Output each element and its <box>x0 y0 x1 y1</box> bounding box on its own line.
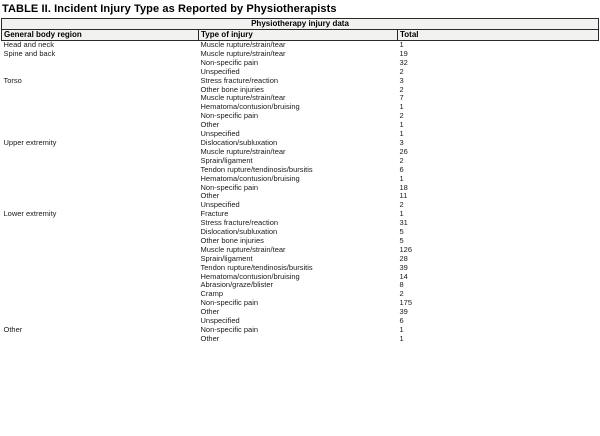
table-row <box>2 112 599 121</box>
total-cell: 31 <box>399 219 408 228</box>
region-cell <box>2 237 199 246</box>
table-row <box>2 308 599 317</box>
total-cell: 2 <box>399 290 404 299</box>
table-row <box>2 68 599 77</box>
total-cell: 3 <box>399 138 404 147</box>
table-row <box>2 326 599 335</box>
total-cell: 19 <box>399 49 408 58</box>
injury-cell: Hematoma/contusion/bruising <box>200 103 300 112</box>
region-cell <box>2 130 199 139</box>
injury-cell: Unspecified <box>200 317 240 326</box>
injury-cell: Muscle rupture/strain/tear <box>200 40 286 49</box>
total-cell: 2 <box>399 156 404 165</box>
region-cell <box>2 86 199 95</box>
injury-cell: Muscle rupture/strain/tear <box>200 147 286 156</box>
injury-cell: Cramp <box>200 290 224 299</box>
total-cell: 5 <box>399 236 404 245</box>
total-cell: 2 <box>399 201 404 210</box>
table-row <box>2 94 599 103</box>
injury-cell: Muscle rupture/strain/tear <box>200 245 286 254</box>
total-cell: 18 <box>399 183 408 192</box>
injury-cell: Dislocation/subluxation <box>200 138 278 147</box>
region-cell <box>2 201 199 210</box>
table-row <box>2 264 599 273</box>
region-cell <box>2 103 199 112</box>
region-cell <box>2 148 199 157</box>
column-header-row <box>2 30 599 41</box>
region-cell <box>2 59 199 68</box>
total-cell: 1 <box>399 130 404 139</box>
table-row <box>2 335 599 344</box>
injury-cell: Abrasion/graze/blister <box>200 281 274 290</box>
table-row <box>2 121 599 130</box>
region-cell <box>2 317 199 326</box>
total-cell: 2 <box>399 85 404 94</box>
injury-cell: Fracture <box>200 210 229 219</box>
table-row <box>2 86 599 95</box>
total-cell: 175 <box>399 299 413 308</box>
table-row <box>2 255 599 264</box>
total-cell: 1 <box>399 326 404 334</box>
injury-cell: Muscle rupture/strain/tear <box>200 49 286 58</box>
table-row <box>2 192 599 201</box>
region-cell <box>2 166 199 175</box>
table-body <box>2 41 599 344</box>
region-cell <box>2 308 199 317</box>
table-row <box>2 59 599 68</box>
injury-cell: Tendon rupture/tendinosis/bursitis <box>200 263 313 272</box>
region-cell <box>2 255 199 264</box>
region-cell <box>2 281 199 290</box>
injury-cell: Dislocation/subluxation <box>200 228 278 237</box>
injury-cell: Non-specific pain <box>200 326 259 334</box>
region-cell <box>2 299 199 308</box>
table-row <box>2 175 599 184</box>
injury-cell: Unspecified <box>200 201 240 210</box>
table-row <box>2 273 599 282</box>
region-cell <box>2 157 199 166</box>
table-row <box>2 50 599 59</box>
region-cell <box>2 219 199 228</box>
total-cell: 2 <box>399 112 404 121</box>
table-row <box>2 139 599 148</box>
total-cell: 8 <box>399 281 404 290</box>
region-cell <box>2 112 199 121</box>
table-row <box>2 281 599 290</box>
total-cell: 32 <box>399 58 408 67</box>
injury-cell: Tendon rupture/tendinosis/bursitis <box>200 165 313 174</box>
region-cell <box>2 335 199 344</box>
injury-cell: Sprain/ligament <box>200 254 253 263</box>
table-row <box>2 148 599 157</box>
column-header-injury: Type of injury <box>199 30 398 41</box>
table-row <box>2 290 599 299</box>
region-cell <box>2 68 199 77</box>
table-row <box>2 228 599 237</box>
injury-cell: Other bone injuries <box>200 236 264 245</box>
table-row <box>2 210 599 219</box>
table-row <box>2 219 599 228</box>
table-header <box>2 19 599 41</box>
injury-cell: Non-specific pain <box>200 112 259 121</box>
total-cell: 1 <box>399 40 404 49</box>
table-row <box>2 299 599 308</box>
total-cell: 26 <box>399 147 408 156</box>
total-cell: 1 <box>399 334 404 343</box>
injury-cell: Unspecified <box>200 67 240 76</box>
table-row <box>2 246 599 255</box>
group-header-cell: Physiotherapy injury data <box>2 19 599 30</box>
column-header-total: Total <box>398 30 599 41</box>
table-row <box>2 237 599 246</box>
region-cell <box>2 246 199 255</box>
injury-cell: Stress fracture/reaction <box>200 219 279 228</box>
injury-table <box>1 18 599 344</box>
table-caption: TABLE II. Incident Injury Type as Reported by Physiotherapists <box>2 3 337 15</box>
total-cell: 6 <box>399 165 404 174</box>
injury-cell: Sprain/ligament <box>200 156 253 165</box>
region-cell <box>2 94 199 103</box>
total-cell: 39 <box>399 308 408 317</box>
total-cell: 126 <box>399 245 413 254</box>
total-cell: 11 <box>399 192 408 201</box>
injury-cell: Hematoma/contusion/bruising <box>200 174 300 183</box>
region-cell: Torso <box>3 76 22 85</box>
total-cell: 1 <box>399 210 404 219</box>
table-row <box>2 166 599 175</box>
region-cell: Head and neck <box>3 40 54 49</box>
group-header-row <box>2 19 599 30</box>
region-cell <box>2 192 199 201</box>
table-row <box>2 103 599 112</box>
injury-cell: Muscle rupture/strain/tear <box>200 94 286 103</box>
injury-cell: Other <box>200 121 220 130</box>
total-cell: 5 <box>399 228 404 237</box>
total-cell: 2 <box>399 67 404 76</box>
table-row <box>2 317 599 326</box>
total-cell: 1 <box>399 121 404 130</box>
table-row <box>2 130 599 139</box>
total-cell: 1 <box>399 174 404 183</box>
total-cell: 14 <box>399 272 408 281</box>
table-row <box>2 201 599 210</box>
injury-cell: Non-specific pain <box>200 299 259 308</box>
table-row <box>2 157 599 166</box>
column-header-region: General body region <box>2 30 199 41</box>
total-cell: 28 <box>399 254 408 263</box>
table-row <box>2 77 599 86</box>
total-cell: 3 <box>399 76 404 85</box>
region-cell <box>2 184 199 193</box>
region-cell: Upper extremity <box>3 138 57 147</box>
table-row <box>2 184 599 193</box>
injury-cell: Other <box>200 308 220 317</box>
table-row <box>2 41 599 50</box>
injury-cell: Non-specific pain <box>200 58 259 67</box>
total-cell: 1 <box>399 103 404 112</box>
total-cell: 39 <box>399 263 408 272</box>
region-cell <box>2 121 199 130</box>
injury-cell: Hematoma/contusion/bruising <box>200 272 300 281</box>
injury-cell: Stress fracture/reaction <box>200 76 279 85</box>
region-cell: Other <box>3 326 23 334</box>
injury-cell: Other <box>200 192 220 201</box>
injury-cell: Non-specific pain <box>200 183 259 192</box>
region-cell: Spine and back <box>3 49 56 58</box>
injury-cell: Unspecified <box>200 130 240 139</box>
region-cell <box>2 175 199 184</box>
region-cell <box>2 290 199 299</box>
total-cell: 7 <box>399 94 404 103</box>
injury-cell: Other <box>200 334 220 343</box>
region-cell <box>2 264 199 273</box>
region-cell <box>2 273 199 282</box>
total-cell: 6 <box>399 317 404 326</box>
injury-cell: Other bone injuries <box>200 85 264 94</box>
region-cell: Lower extremity <box>3 210 57 219</box>
region-cell <box>2 228 199 237</box>
